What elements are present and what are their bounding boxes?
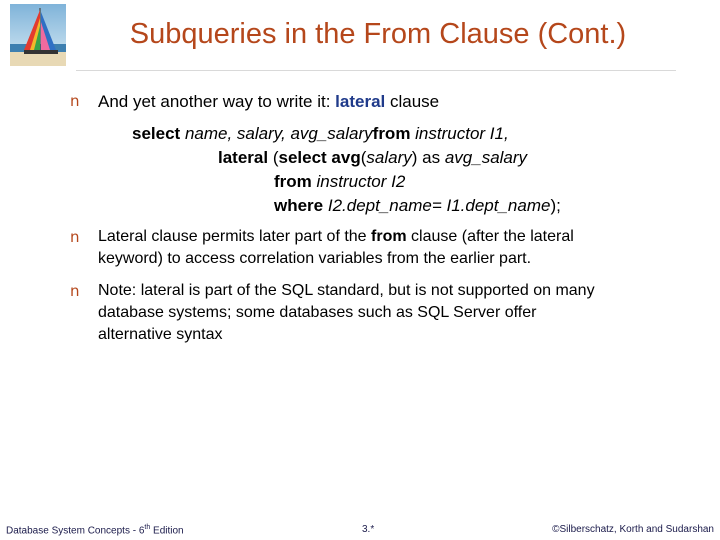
bullet-3-text (98, 280, 595, 346)
code-paren-open: ( (272, 148, 279, 167)
bullet-1-text (98, 92, 439, 112)
code-condition: I2.dept_name= I1.dept_name (327, 196, 551, 215)
bullet-marker: n (70, 282, 80, 300)
footer-book-title-b: Edition (150, 525, 184, 537)
code-kw-as: as (422, 148, 445, 167)
footer-slide-number: 3.* (362, 524, 375, 535)
code-kw-select: select (132, 124, 185, 143)
code-line-1 (132, 124, 509, 144)
slide-title: Subqueries in the From Clause (Cont.) (129, 18, 627, 50)
code-columns: name, salary, avg_salary (184, 124, 373, 143)
bullet-2-line-1 (98, 226, 574, 248)
code-end: ); (550, 196, 561, 215)
bullet-3-line-2: database systems; some databases such as SQL Server offer (98, 304, 537, 321)
code-table-i1: instructor I1, (415, 124, 509, 143)
bullet-3-line-3: alternative syntax (98, 326, 223, 343)
bullet-1-text-before: And yet another way to write it: (98, 92, 336, 111)
bullet-2-from-keyword: from (371, 228, 407, 245)
footer-book-title-a: Database System Concepts - 6 (6, 525, 145, 537)
code-arg-salary: salary (366, 148, 412, 167)
code-kw-select-avg: select avg (278, 148, 361, 167)
bullet-marker: n (70, 228, 80, 246)
code-arg-close: ) (411, 148, 423, 167)
code-line-4 (274, 196, 561, 216)
code-alias: avg_salary (444, 148, 528, 167)
code-kw-lateral: lateral (218, 148, 273, 167)
code-kw-from-2: from (274, 172, 317, 191)
bullet-3-line-1: Note: lateral is part of the SQL standard, but is not supported on many (98, 282, 595, 299)
bullet-2-text (98, 226, 574, 270)
code-kw-where: where (274, 196, 328, 215)
bullet-1-text-after: clause (385, 92, 440, 111)
footer-edition-sup: th (144, 524, 151, 531)
footer-copyright: ©Silberschatz, Korth and Sudarshan (552, 524, 714, 535)
footer-book-title (6, 524, 184, 536)
bullet-2-line-2: keyword) to access correlation variables from the earlier part. (98, 250, 532, 267)
code-line-3 (274, 172, 405, 192)
bullet-2-line-1-b: clause (after the lateral (406, 228, 574, 245)
bullet-2-line-1-a: Lateral clause permits later part of the (98, 228, 372, 245)
bullet-marker: n (70, 92, 80, 110)
code-line-2 (218, 148, 527, 168)
code-arg-open: ( (360, 148, 367, 167)
code-kw-from: from (372, 124, 416, 143)
title-divider (76, 70, 676, 71)
keyword-lateral: lateral (335, 92, 386, 111)
code-table-i2: instructor I2 (316, 172, 406, 191)
